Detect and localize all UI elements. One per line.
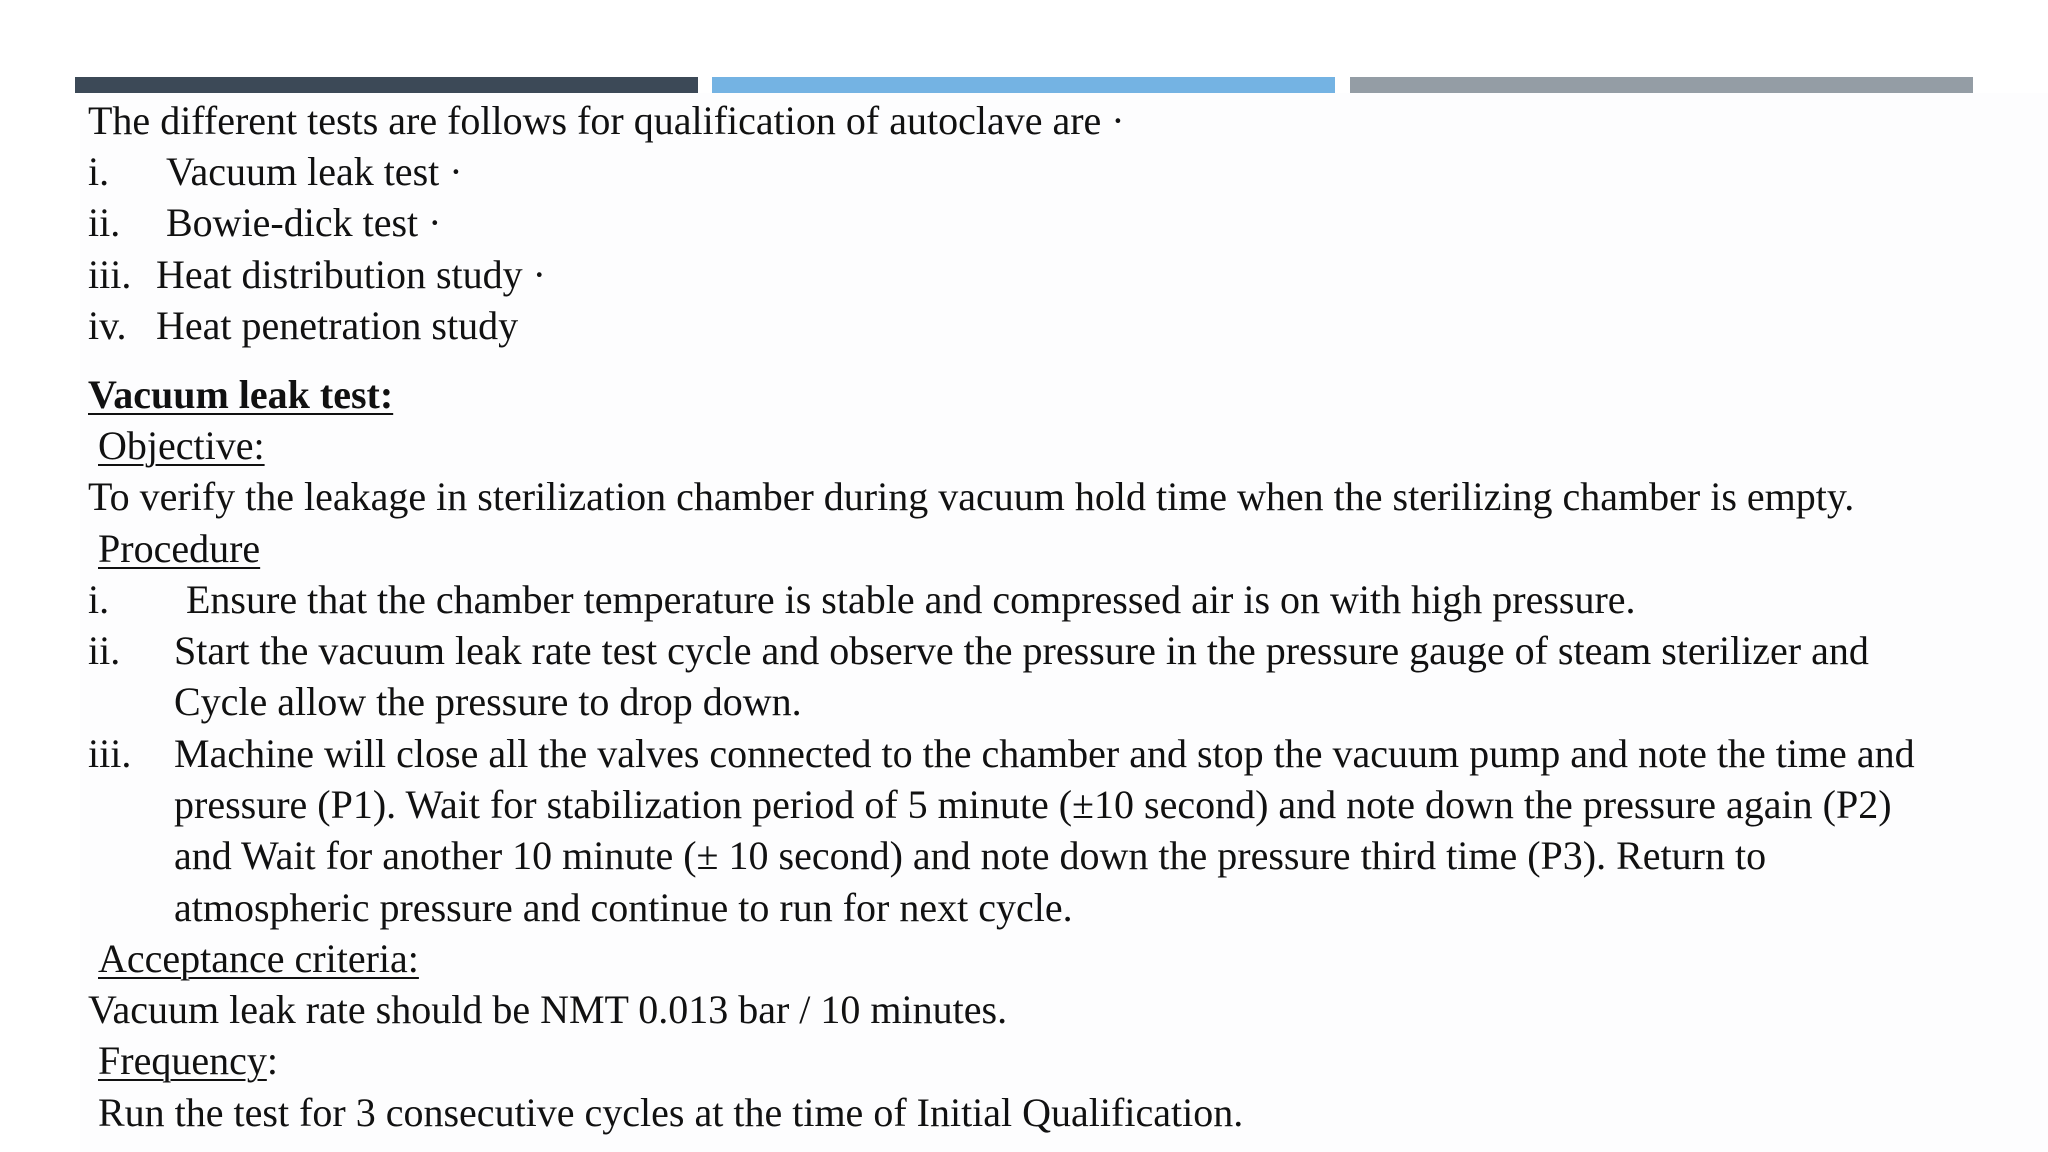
test-number: i. xyxy=(88,149,110,194)
test-number: iii. xyxy=(88,252,132,297)
procedure-step-number: ii. xyxy=(88,628,121,673)
frequency-heading xyxy=(88,1037,278,1085)
procedure-step-text: and Wait for another 10 minute (± 10 second) and note down the pressure third time (P3). Return to xyxy=(174,833,1767,878)
header-accent-bars xyxy=(75,77,1973,93)
section-title: Vacuum leak test: xyxy=(88,372,394,417)
test-number: ii. xyxy=(88,200,121,245)
objective-text: To verify the leakage in sterilization chamber during vacuum hold time when the sterilizing chamber is empty. xyxy=(88,474,1855,519)
procedure-step-number: iii. xyxy=(88,731,132,776)
test-item: Heat penetration study xyxy=(156,303,519,348)
procedure-step-text: Machine will close all the valves connected to the chamber and stop the vacuum pump and note the time and xyxy=(174,731,1915,776)
acceptance-label: Acceptance criteria: xyxy=(98,936,419,981)
frequency-colon: : xyxy=(266,1038,278,1083)
procedure-step-number: i. xyxy=(88,577,110,622)
acceptance-text: Vacuum leak rate should be NMT 0.013 bar / 10 minutes. xyxy=(88,987,1008,1032)
objective-label: Objective: xyxy=(98,423,265,468)
accent-bar-blue xyxy=(712,77,1335,93)
test-number: iv. xyxy=(88,303,127,348)
test-item: Vacuum leak test · xyxy=(166,149,463,194)
test-item: Bowie-dick test · xyxy=(166,200,442,245)
procedure-step-text: atmospheric pressure and continue to run for next cycle. xyxy=(174,885,1073,930)
procedure-label: Procedure xyxy=(98,526,261,571)
procedure-step-text: pressure (P1). Wait for stabilization period of 5 minute (±10 second) and note down the pressure again (P2) xyxy=(174,782,1892,827)
accent-bar-gray xyxy=(1350,77,1973,93)
procedure-step-text: Start the vacuum leak rate test cycle and observe the pressure in the pressure gauge of steam sterilizer and xyxy=(174,628,1869,673)
frequency-text: Run the test for 3 consecutive cycles at the time of Initial Qualification. xyxy=(98,1090,1244,1135)
accent-bar-dark xyxy=(75,77,698,93)
intro-heading: The different tests are follows for qualification of autoclave are · xyxy=(88,98,1125,143)
test-item: Heat distribution study · xyxy=(156,252,546,297)
procedure-step-text: Ensure that the chamber temperature is stable and compressed air is on with high pressure. xyxy=(186,577,1636,622)
procedure-step-text: Cycle allow the pressure to drop down. xyxy=(174,679,802,724)
frequency-label: Frequency xyxy=(98,1038,267,1083)
slide-content xyxy=(0,93,2048,1152)
